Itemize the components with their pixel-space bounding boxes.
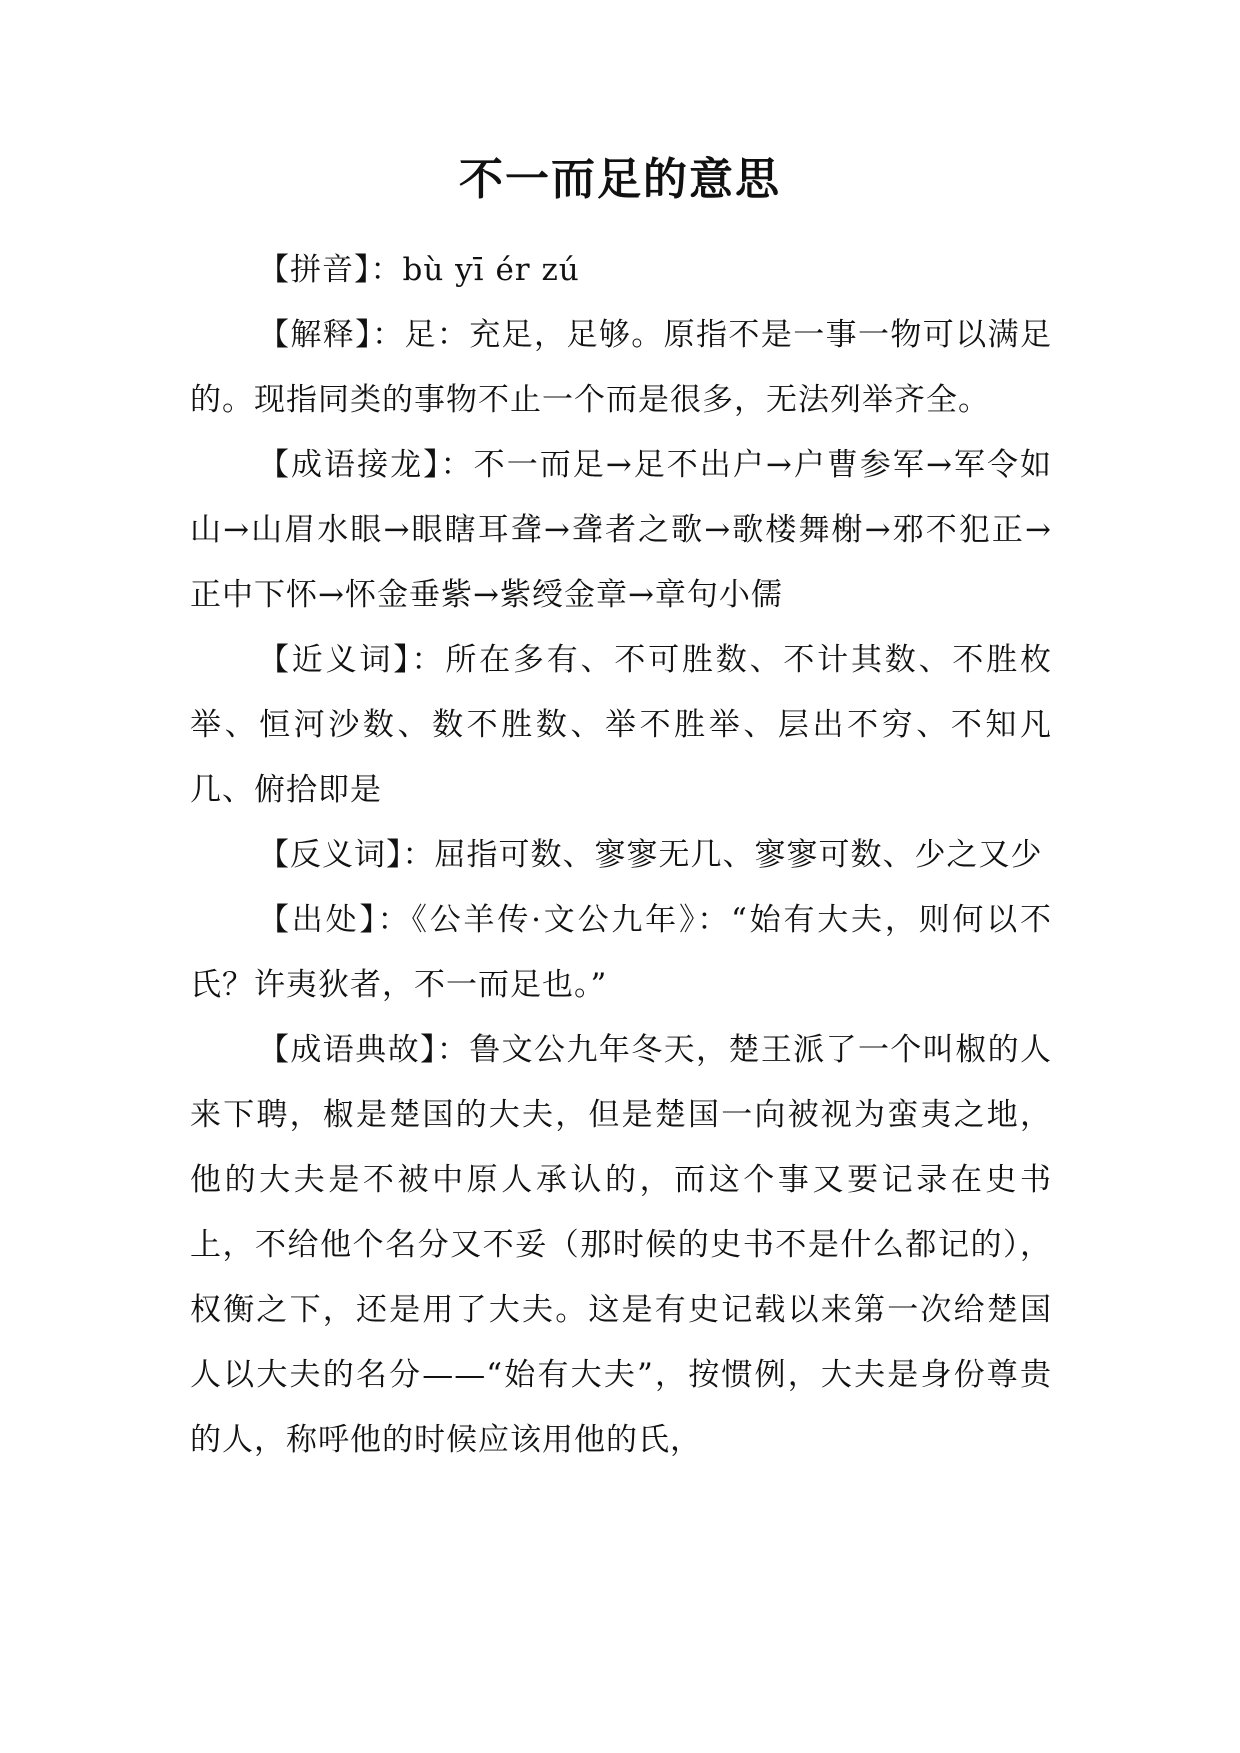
- paragraph-idiom-chain: 【成语接龙】：不一而足→足不出户→户曹参军→军令如山→山眉水眼→眼瞎耳聋→聋者之歌→歌楼舞榭→邪不犯正→正中下怀→怀金垂紫→紫绶金章→章句小儒: [190, 447, 1052, 613]
- paragraph-pinyin: 【拼音】：bù yī ér zú: [258, 252, 580, 288]
- paragraph-synonyms: 【近义词】：所在多有、不可胜数、不计其数、不胜枚举、恒河沙数、数不胜数、举不胜举、层出不穷、不知凡几、俯拾即是: [190, 642, 1052, 808]
- paragraph-antonyms: 【反义词】：屈指可数、寥寥无几、寥寥可数、少之又少: [258, 837, 1043, 873]
- document-title: 不一而足的意思: [459, 154, 781, 205]
- paragraph-story: 【成语典故】：鲁文公九年冬天，楚王派了一个叫椒的人来下聘，椒是楚国的大夫，但是楚国一向被视为蛮夷之地，他的大夫是不被中原人承认的，而这个事又要记录在史书上，不给他个名分又不妥（那时候的史书不是什么都记的），权衡之下，还是用了大夫。这是有史记载以来第一次给楚国人以大夫的名分——“始有大夫”，按惯例，大夫是身份尊贵的人，称呼他的时候应该用他的氏，: [190, 1032, 1052, 1458]
- paragraph-explanation: 【解释】：足：充足，足够。原指不是一事一物可以满足的。现指同类的事物不止一个而是很多，无法列举齐全。: [190, 317, 1052, 418]
- paragraph-source: 【出处】：《公羊传·文公九年》：“始有大夫，则何以不氏？许夷狄者，不一而足也。”: [190, 902, 1052, 1003]
- document-body: [190, 238, 1052, 1473]
